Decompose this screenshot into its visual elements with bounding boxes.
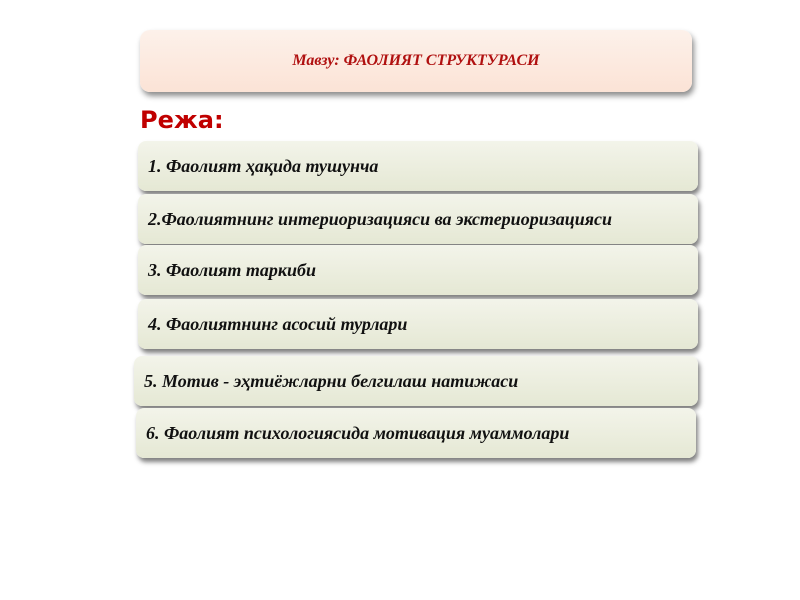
plan-item-text: 2.Фаолиятнинг интериоризацияси ва экстериоризацияси bbox=[148, 208, 613, 229]
plan-item-4 bbox=[138, 299, 698, 349]
plan-item-text: 5. Мотив - эҳтиёжларни белгилаш натижаси bbox=[144, 370, 519, 391]
plan-item-text: 1. Фаолият ҳақида тушунча bbox=[148, 155, 379, 176]
plan-item-5 bbox=[134, 356, 698, 406]
plan-item-3 bbox=[138, 245, 698, 295]
plan-item-6 bbox=[136, 408, 696, 458]
topic-title-box bbox=[140, 30, 692, 92]
topic-title: Мавзу: ФАОЛИЯТ СТРУКТУРАСИ bbox=[292, 52, 540, 69]
plan-item-text: 3. Фаолият таркиби bbox=[148, 259, 317, 280]
plan-item-1 bbox=[138, 141, 698, 191]
plan-item-text: 4. Фаолиятнинг асосий турлари bbox=[148, 313, 408, 334]
plan-item-text: 6. Фаолият психологиясида мотивация муаммолари bbox=[146, 422, 570, 443]
plan-heading: Режа: bbox=[140, 106, 224, 134]
plan-item-2 bbox=[138, 194, 698, 244]
